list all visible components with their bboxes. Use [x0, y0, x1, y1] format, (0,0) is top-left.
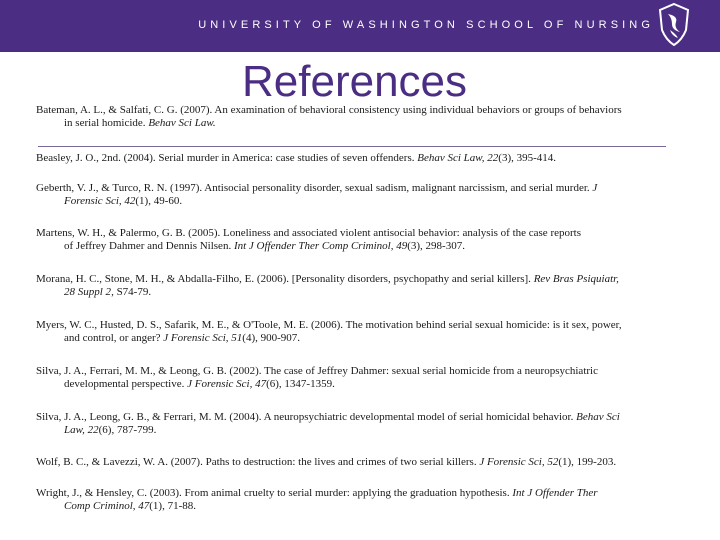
reference-text: Wright, J., & Hensley, C. (2003). From animal cruelty to serial murder: applying the graduation hypothesis.: [36, 487, 513, 499]
reference-journal: Behav Sci Law, 22: [417, 152, 499, 164]
reference-item: [36, 365, 714, 391]
reference-item: [36, 104, 714, 130]
reference-pages: (1), 49-60.: [135, 195, 183, 207]
reference-journal: J Forensic Sci, 51: [163, 332, 243, 344]
reference-text: of Jeffrey Dahmer and Dennis Nilsen.: [64, 240, 234, 252]
reference-item: [36, 456, 714, 469]
reference-item: [36, 273, 714, 299]
reference-item: [36, 487, 714, 513]
reference-item: [36, 319, 714, 345]
header-band: [0, 0, 720, 52]
reference-text: developmental perspective.: [64, 378, 188, 390]
reference-text: in serial homicide.: [64, 117, 149, 129]
reference-pages: (1), 71-88.: [149, 500, 197, 512]
reference-journal: Rev Bras Psiquiatr,: [533, 273, 619, 285]
reference-pages: (6), 787-799.: [98, 424, 157, 436]
reference-journal: J Forensic Sci, 52: [479, 456, 559, 468]
reference-journal: Comp Criminol, 47: [64, 500, 150, 512]
institution-name: UNIVERSITY OF WASHINGTON SCHOOL OF NURSING: [198, 19, 654, 31]
reference-text: Silva, J. A., Leong, G. B., & Ferrari, M. M. (2004). A neuropsychiatric developmental model of serial homicidal behavior.: [36, 411, 577, 423]
uw-shield-logo-icon: [654, 0, 694, 48]
reference-text: and control, or anger?: [64, 332, 164, 344]
reference-text: Morana, H. C., Stone, M. H., & Abdalla-Filho, E. (2006). [Personality disorders, psychopathy and serial killers].: [36, 273, 534, 285]
reference-journal: Int J Offender Ther Comp Criminol, 49: [233, 240, 408, 252]
reference-journal: Int J Offender Ther: [512, 487, 598, 499]
reference-item: [36, 182, 714, 208]
reference-pages: (3), 298-307.: [407, 240, 465, 252]
reference-journal: J: [592, 182, 598, 194]
reference-journal: Law, 22: [64, 424, 99, 436]
reference-item: [36, 411, 714, 437]
reference-journal: 28 Suppl 2: [64, 286, 112, 298]
reference-text: Silva, J. A., Ferrari, M. M., & Leong, G. B. (2002). The case of Jeffrey Dahmer: sexual serial homicide from a neuropsychiatric: [36, 365, 598, 377]
reference-text: Myers, W. C., Husted, D. S., Safarik, M. E., & O'Toole, M. E. (2006). The motivation behind serial sexual homicide: is it sex, power,: [36, 319, 622, 331]
reference-pages: (4), 900-907.: [242, 332, 301, 344]
reference-text: Martens, W. H., & Palermo, G. B. (2005). Loneliness and associated violent antisocial behavior: analysis of the case reports: [36, 227, 581, 239]
reference-pages: (3), 395-414.: [498, 152, 557, 164]
title-divider: [38, 146, 666, 147]
reference-journal: J Forensic Sci, 47: [187, 378, 267, 390]
reference-item: [36, 227, 714, 253]
reference-journal: Behav Sci: [576, 411, 620, 423]
reference-pages: (1), 199-203.: [558, 456, 617, 468]
reference-journal: Forensic Sci, 42: [64, 195, 136, 207]
reference-text: Wolf, B. C., & Lavezzi, W. A. (2007). Paths to destruction: the lives and crimes of two serial killers.: [36, 456, 480, 468]
reference-text: Beasley, J. O., 2nd. (2004). Serial murder in America: case studies of seven offenders.: [36, 152, 418, 164]
reference-pages: , S74-79.: [111, 286, 152, 298]
reference-pages: (6), 1347-1359.: [266, 378, 335, 390]
reference-text: Bateman, A. L., & Salfati, C. G. (2007). An examination of behavioral consistency using individual behaviors or groups of behaviors: [36, 104, 622, 116]
reference-item: [36, 152, 714, 165]
reference-text: Geberth, V. J., & Turco, R. N. (1997). Antisocial personality disorder, sexual sadism, malignant narcissism, and serial murder.: [36, 182, 593, 194]
page-title: References: [242, 57, 468, 106]
reference-journal: Behav Sci Law.: [148, 117, 216, 129]
